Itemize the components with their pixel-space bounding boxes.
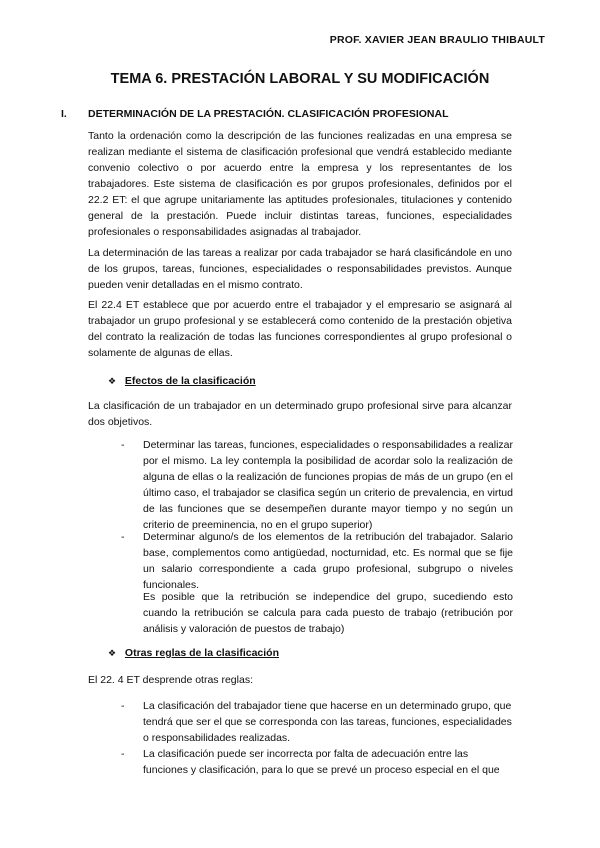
dash-bullet: - (121, 748, 125, 760)
list-item-note-text: Es posible que la retribución se independice del grupo, sucediendo esto cuando la retribución se calcula para cada puesto de trabajo (retribución por análisis y valoración de puestos de trabajo) (143, 591, 513, 635)
dash-bullet: - (121, 531, 125, 543)
list-item-text: Determinar las tareas, funciones, especialidades o responsabilidades a realizar por el mismo. La ley contempla la posibilidad de acordar solo la realización de alguna de ellas o la realización de funciones propias de más de un grupo (en el último caso, el trabajador se clasifica según un criterio de prevalencia, en virtud de las funciones que se desempeñen durante mayor tiempo y no según un criterio de preeminencia, no en el grupo superior) (143, 439, 513, 531)
dash-bullet: - (121, 700, 125, 712)
list-item (121, 746, 513, 778)
section-heading (61, 108, 449, 120)
dash-bullet: - (121, 439, 125, 451)
subsection-title: Otras reglas de la clasificación (124, 647, 279, 659)
effects-intro: La clasificación de un trabajador en un determinado grupo profesional sirve para alcanzar dos objetivos. (88, 400, 512, 428)
paragraph-2: La determinación de las tareas a realizar por cada trabajador se hará clasificándole en uno de los grupos, tareas, funciones, especialidades o responsabilidades previstos. Aunque pueden venir detalladas en el mismo contrato. (88, 247, 512, 291)
paragraph-3: El 22.4 ET establece que por acuerdo entre el trabajador y el empresario se asignará al trabajador un grupo profesional y se establecerá como contenido de la prestación objetiva del contrato la realización de todas las funciones correspondientes al grupo profesional o solamente de algunas de ellas. (88, 299, 512, 359)
diamond-bullet-icon: ❖ (108, 648, 117, 658)
subsection-heading-other-rules (108, 647, 279, 659)
subsection-title: Efectos de la clasificación (124, 375, 256, 387)
list-item (121, 529, 513, 593)
list-item-text: La clasificación del trabajador tiene que hacerse en un determinado grupo, que tendrá que ser el que se corresponda con las tareas, funciones, especialidades o responsabilidades realizadas. (143, 700, 512, 744)
header-author: PROF. XAVIER JEAN BRAULIO THIBAULT (329, 34, 545, 46)
list-item-text: Determinar alguno/s de los elementos de la retribución del trabajador. Salario base, complementos como antigüedad, nocturnidad, etc. Es normal que se fije un salario correspondiente a cada grupo profesional, subgrupo o niveles funcionales. (143, 531, 513, 591)
list-item-note (143, 589, 513, 637)
list-item (121, 698, 513, 746)
diamond-bullet-icon: ❖ (108, 376, 117, 386)
list-item-text: La clasificación puede ser incorrecta por falta de adecuación entre las funciones y clasificación, para lo que se prevé un proceso especial en el que (143, 748, 500, 776)
other-rules-intro: El 22. 4 ET desprende otras reglas: (88, 674, 253, 686)
section-title: DETERMINACIÓN DE LA PRESTACIÓN. CLASIFICACIÓN PROFESIONAL (88, 108, 449, 120)
page-title: TEMA 6. PRESTACIÓN LABORAL Y SU MODIFICACIÓN (110, 71, 490, 87)
subsection-heading-effects (108, 375, 256, 387)
list-item (121, 437, 513, 533)
section-number: I. (61, 108, 67, 120)
paragraph-1: Tanto la ordenación como la descripción de las funciones realizadas en una empresa se realizan mediante el sistema de clasificación profesional que vendrá establecido mediante convenio colectivo o por acuerdo entre la empresa y los representantes de los trabajadores. Este sistema de clasificación es por grupos profesionales, definidos por el 22.2 ET: el que agrupe unitariamente las aptitudes profesionales, titulaciones y contenido general de la prestación. Puede incluir distintas tareas, funciones, especialidades profesionales o responsabilidades asignadas al trabajador. (88, 130, 512, 238)
